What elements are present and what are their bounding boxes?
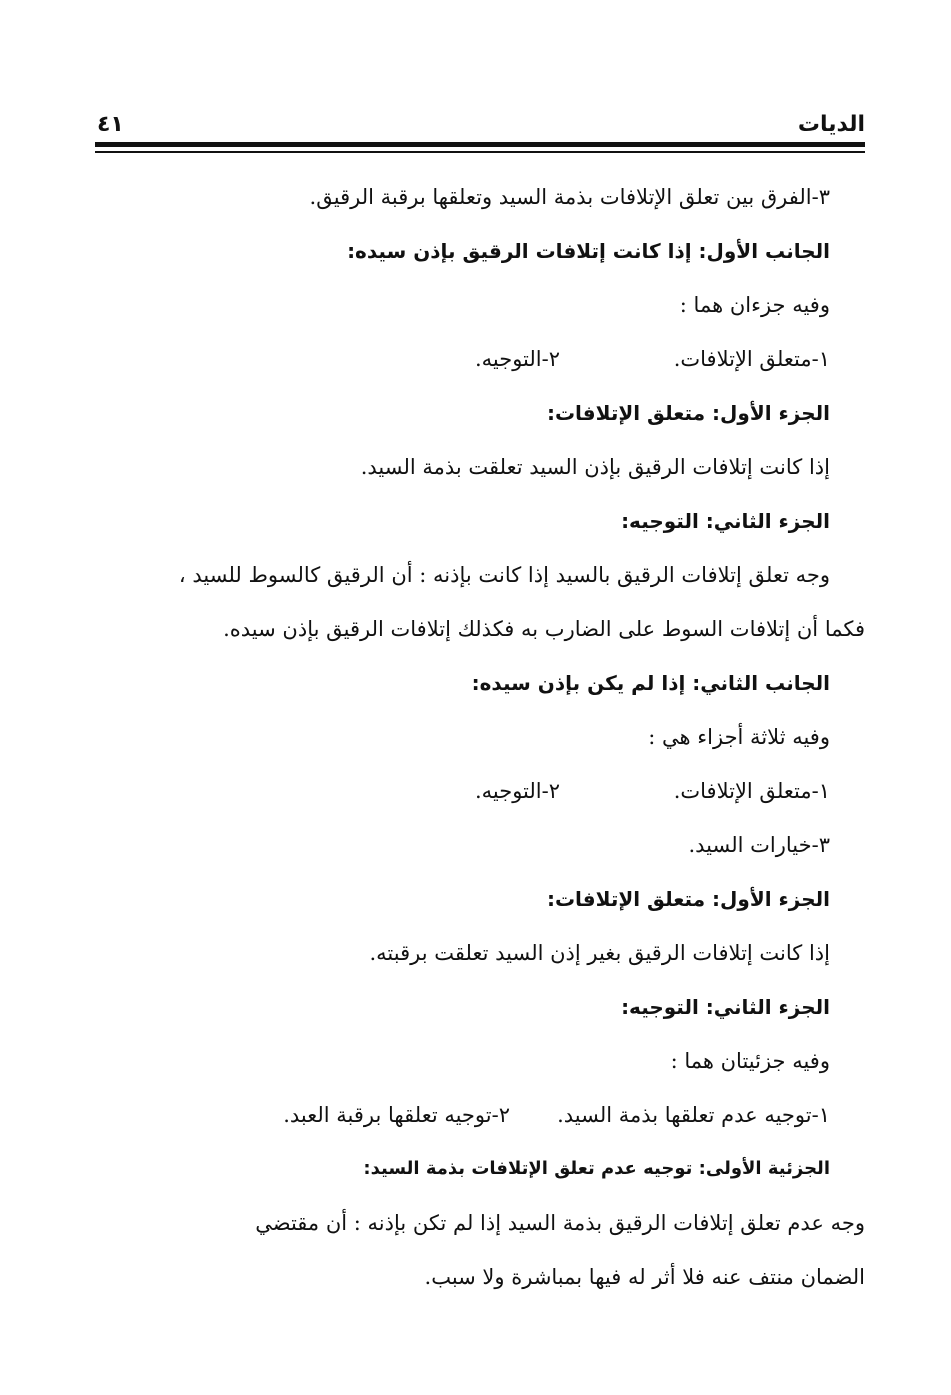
numbered-item: ٢-التوجيه. [474, 347, 560, 371]
page-number: ٤١ [97, 112, 124, 137]
header-rule-thin [95, 151, 865, 153]
numbered-item: ١-متعلق الإتلافات. [673, 779, 830, 803]
subsection-heading: الجزء الثاني: التوجيه: [621, 995, 830, 1019]
section-heading: الجانب الأول: إذا كانت إتلافات الرقيق بإذن سيده: [347, 239, 830, 263]
running-title: الديات [797, 112, 865, 137]
numbered-item: ١-توجيه عدم تعلقها بذمة السيد. [557, 1103, 830, 1127]
body-line: وفيه ثلاثة أجزاء هي : [648, 725, 830, 749]
body-line: وجه تعلق إتلافات الرقيق بالسيد إذا كانت بإذنه : أن الرقيق كالسوط للسيد ، [178, 563, 830, 587]
page-body [90, 170, 865, 1304]
body-line: وجه عدم تعلق إتلافات الرقيق بذمة السيد إذا لم تكن بإذنه : أن مقتضي [255, 1211, 865, 1235]
subsection-heading: الجزء الأول: متعلق الإتلافات: [546, 401, 830, 425]
numbered-pair [90, 764, 830, 818]
numbered-item: ٢-توجيه تعلقها برقبة العبد. [283, 1103, 510, 1127]
numbered-pair [90, 332, 830, 386]
subsection-heading: الجزئية الأولى: توجيه عدم تعلق الإتلافات بذمة السيد: [363, 1158, 830, 1179]
numbered-item: ٣-خيارات السيد. [688, 833, 830, 857]
body-line: ٣-الفرق بين تعلق الإتلافات بذمة السيد وتعلقها برقبة الرقيق. [309, 185, 830, 209]
page-header [95, 108, 865, 156]
body-line: إذا كانت إتلافات الرقيق بغير إذن السيد تعلقت برقبته. [369, 941, 830, 965]
body-line: وفيه جزئيتان هما : [670, 1049, 830, 1073]
header-rule-thick [95, 142, 865, 147]
body-line: فكما أن إتلافات السوط على الضارب به فكذلك إتلافات الرقيق بإذن سيده. [223, 617, 865, 641]
body-line: وفيه جزءان هما : [679, 293, 830, 317]
numbered-item: ٢-التوجيه. [474, 779, 560, 803]
subsection-heading: الجزء الثاني: التوجيه: [621, 509, 830, 533]
subsection-heading: الجزء الأول: متعلق الإتلافات: [546, 887, 830, 911]
body-line: الضمان منتف عنه فلا أثر له فيها بمباشرة ولا سبب. [424, 1265, 865, 1289]
numbered-pair [90, 1088, 830, 1142]
numbered-item: ١-متعلق الإتلافات. [673, 347, 830, 371]
section-heading: الجانب الثاني: إذا لم يكن بإذن سيده: [471, 671, 830, 695]
body-line: إذا كانت إتلافات الرقيق بإذن السيد تعلقت بذمة السيد. [360, 455, 830, 479]
